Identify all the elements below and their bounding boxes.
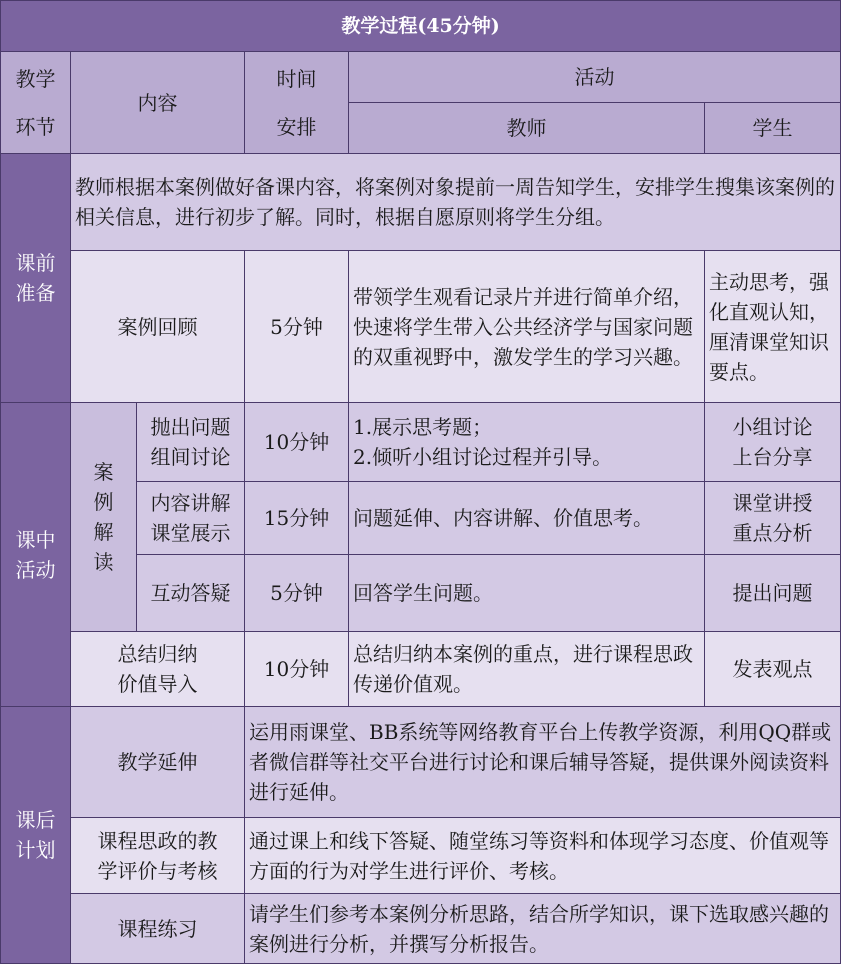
case-row-time: 15分钟 xyxy=(245,482,349,555)
summary-student: 发表观点 xyxy=(705,632,841,707)
case-row-student: 提出问题 xyxy=(705,555,841,632)
header-teacher: 教师 xyxy=(349,103,705,154)
case-row-content: 内容讲解 课堂展示 xyxy=(137,482,245,555)
review-student: 主动思考，强化直观认知，厘清课堂知识要点。 xyxy=(705,251,841,403)
review-time: 5分钟 xyxy=(245,251,349,403)
after-row-content: 教学延伸 xyxy=(71,707,245,818)
header-time: 时间 安排 xyxy=(245,52,349,154)
phase-in-class: 课中 活动 xyxy=(1,403,71,707)
table-title: 教学过程(45分钟) xyxy=(1,1,841,52)
header-activity: 活动 xyxy=(349,52,841,103)
after-row-content: 课程思政的教 学评价与考核 xyxy=(71,818,245,894)
after-row-text: 请学生们参考本案例分析思路，结合所学知识，课下选取感兴趣的案例进行分析，并撰写分析报告。 xyxy=(245,894,841,964)
case-row-time: 5分钟 xyxy=(245,555,349,632)
case-row-student: 小组讨论 上台分享 xyxy=(705,403,841,482)
phase-after-class: 课后 计划 xyxy=(1,707,71,964)
review-teacher: 带领学生观看记录片并进行简单介绍，快速将学生带入公共经济学与国家问题的双重视野中，激发学生的学习兴趣。 xyxy=(349,251,705,403)
after-row-text: 运用雨课堂、BB系统等网络教育平台上传教学资源，利用QQ群或者微信群等社交平台进行讨论和课后辅导答疑，提供课外阅读资料进行延伸。 xyxy=(245,707,841,818)
summary-content: 总结归纳 价值导入 xyxy=(71,632,245,707)
case-analysis-label: 案 例 解 读 xyxy=(71,403,137,632)
pre-class-intro: 教师根据本案例做好备课内容，将案例对象提前一周告知学生，安排学生搜集该案例的相关信息，进行初步了解。同时，根据自愿原则将学生分组。 xyxy=(71,154,841,251)
phase-pre-class: 课前 准备 xyxy=(1,154,71,403)
after-row-content: 课程练习 xyxy=(71,894,245,964)
case-row-content: 抛出问题 组间讨论 xyxy=(137,403,245,482)
summary-time: 10分钟 xyxy=(245,632,349,707)
header-content: 内容 xyxy=(71,52,245,154)
header-student: 学生 xyxy=(705,103,841,154)
after-row-text: 通过课上和线下答疑、随堂练习等资料和体现学习态度、价值观等方面的行为对学生进行评价、考核。 xyxy=(245,818,841,894)
review-content: 案例回顾 xyxy=(71,251,245,403)
case-row-teacher: 回答学生问题。 xyxy=(349,555,705,632)
case-row-teacher: 1.展示思考题； 2.倾听小组讨论过程并引导。 xyxy=(349,403,705,482)
case-row-teacher: 问题延伸、内容讲解、价值思考。 xyxy=(349,482,705,555)
case-row-student: 课堂讲授 重点分析 xyxy=(705,482,841,555)
case-row-content: 互动答疑 xyxy=(137,555,245,632)
case-row-time: 10分钟 xyxy=(245,403,349,482)
summary-teacher: 总结归纳本案例的重点，进行课程思政传递价值观。 xyxy=(349,632,705,707)
header-stage: 教学 环节 xyxy=(1,52,71,154)
